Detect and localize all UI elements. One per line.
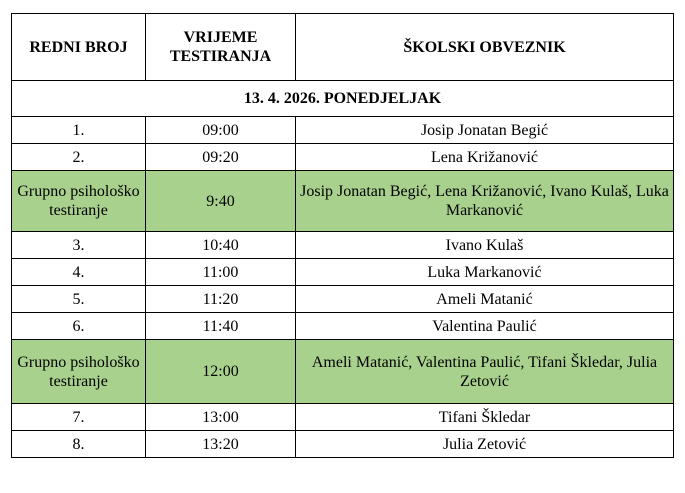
table-row [12,117,674,144]
row-number: 8. [12,431,146,458]
row-name: Lena Križanović [296,144,674,171]
row-number: 6. [12,313,146,340]
row-number: Grupno psihološko testiranje [12,171,146,232]
row-name: Josip Jonatan Begić, Lena Križanović, Ivano Kulaš, Luka Markanović [296,171,674,232]
row-time: 10:40 [146,232,296,259]
row-name: Ameli Matanić, Valentina Paulić, Tifani Škledar, Julia Zetović [296,340,674,404]
row-number: 3. [12,232,146,259]
row-name: Tifani Škledar [296,404,674,431]
row-time: 9:40 [146,171,296,232]
row-name: Ameli Matanić [296,286,674,313]
row-name: Ivano Kulaš [296,232,674,259]
row-time: 09:20 [146,144,296,171]
row-time: 11:20 [146,286,296,313]
group-testing-row [12,340,674,404]
group-testing-row [12,171,674,232]
row-name: Julia Zetović [296,431,674,458]
row-name: Valentina Paulić [296,313,674,340]
row-number: 2. [12,144,146,171]
row-number: 1. [12,117,146,144]
row-time: 13:20 [146,431,296,458]
header-vrijeme-testiranja: VRIJEME TESTIRANJA [146,14,296,81]
row-time: 09:00 [146,117,296,144]
row-number: 7. [12,404,146,431]
table-row [12,286,674,313]
table-row [12,431,674,458]
row-time: 11:40 [146,313,296,340]
row-time: 12:00 [146,340,296,404]
row-time: 13:00 [146,404,296,431]
date-row [12,81,674,117]
row-name: Josip Jonatan Begić [296,117,674,144]
row-number: 4. [12,259,146,286]
header-redni-broj: REDNI BROJ [12,14,146,81]
table-row [12,144,674,171]
row-time: 11:00 [146,259,296,286]
row-number: Grupno psihološko testiranje [12,340,146,404]
header-skolski-obveznik: ŠKOLSKI OBVEZNIK [296,14,674,81]
row-name: Luka Markanović [296,259,674,286]
table-row [12,232,674,259]
row-number: 5. [12,286,146,313]
date-cell: 13. 4. 2026. PONEDJELJAK [12,81,674,117]
schedule-table [11,13,674,458]
header-row [12,14,674,81]
table-row [12,404,674,431]
table-row [12,313,674,340]
table-row [12,259,674,286]
